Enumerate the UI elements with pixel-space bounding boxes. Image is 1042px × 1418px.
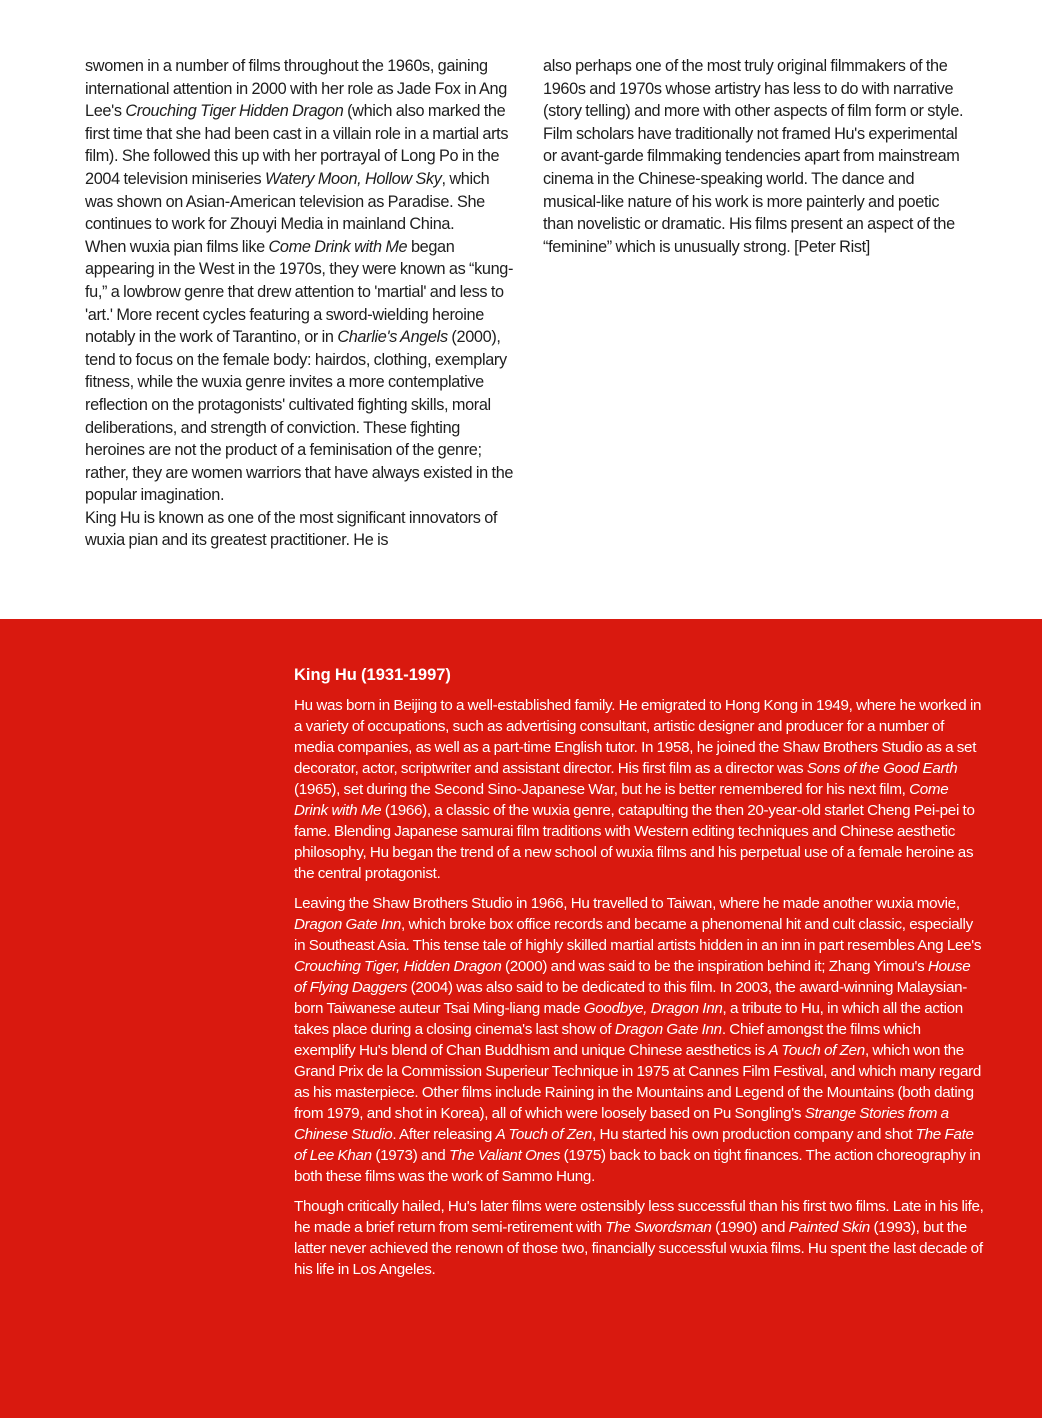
sidebar-paragraph-1: Hu was born in Beijing to a well-established family. He emigrated to Hong Kong in 1949, where he worked in a variety of occupations, such as advertising consultant, artistic designer and producer for a number of media companies, as well as a part-time English tutor. In 1958, he joined the Shaw Brothers Studio as a set decorator, actor, scriptwriter and assistant director. His first film as a director was Sons of the Good Earth (1965), set during the Second Sino-Japanese War, but he is better remembered for his next film, Come Drink with Me (1966), a classic of the wuxia genre, catapulting the then 20-year-old starlet Cheng Pei-pei to fame. Blending Japanese samurai film traditions with Western editing techniques and Chinese aesthetic philosophy, Hu began the trend of a new school of wuxia films and his perpetual use of a female heroine as the central protagonist. [294, 697, 982, 882]
film-title: A Touch of Zen [495, 1126, 593, 1143]
text-column-right [543, 55, 965, 258]
film-title: Come Drink with Me [294, 781, 949, 819]
text-column-left [85, 55, 515, 552]
column-left-paragraph-3: King Hu is known as one of the most significant innovators of wuxia pian and its greatest practitioner. He is [85, 508, 498, 550]
film-title: Painted Skin [788, 1219, 870, 1236]
sidebar-paragraph-3: Though critically hailed, Hu's later films were ostensibly less successful than his first two films. Late in his life, he made a brief return from semi-retirement with The Swordsman (1990) and Painted Skin (1993), but the latter never achieved the renown of those two, financially successful wuxia films. Hu spent the last decade of his life in Los Angeles. [294, 1198, 984, 1278]
column-right-paragraph-1: also perhaps one of the most truly original filmmakers of the 1960s and 1970s whose artistry has less to do with narrative (story telling) and more with other aspects of film form or style. Film scholars have traditionally not framed Hu's experimental or avant-garde filmmaking tendencies apart from mainstream cinema in the Chinese-speaking world. The dance and musical-like nature of his work is more painterly and poetic than novelistic or dramatic. His films present an aspect of the “feminine” which is unusually strong. [Peter Rist] [543, 57, 964, 256]
film-title: Dragon Gate Inn [294, 916, 401, 933]
sidebar-text [294, 664, 984, 1289]
film-title: Crouching Tiger, Hidden Dragon [294, 958, 502, 975]
film-title: Come Drink with Me [268, 237, 408, 256]
film-title: The Swordsman [605, 1219, 712, 1236]
film-title: A Touch of Zen [768, 1042, 865, 1059]
film-title: The Fate of Lee Khan [294, 1126, 974, 1164]
book-title: Strange Stories from a Chinese Studio [294, 1105, 949, 1143]
film-title: Watery Moon, Hollow Sky [265, 169, 442, 188]
film-title: Dragon Gate Inn [614, 1021, 722, 1038]
column-left-paragraph-2: When wuxia pian films like Come Drink with Me began appearing in the West in the 1970s, they were known as “kung-fu,” a lowbrow genre that drew attention to 'martial' and less to 'art.' More recent cycles featuring a sword-wielding heroine notably in the work of Tarantino, or in Charlie's Angels (2000), tend to focus on the female body: hairdos, clothing, exemplary fitness, while the wuxia genre invites a more contemplative reflection on the protagonists' cultivated fighting skills, moral deliberations, and strength of conviction. These fighting heroines are not the product of a feminisation of the genre; rather, they are women warriors that have always existed in the popular imagination. [85, 237, 514, 505]
king-hu-sidebar-panel [0, 619, 1042, 1418]
film-title: House of Flying Daggers [294, 958, 971, 996]
sidebar-paragraph-2: Leaving the Shaw Brothers Studio in 1966, Hu travelled to Taiwan, where he made another wuxia movie, Dragon Gate Inn, which broke box office records and became a phenomenal hit and cult classic, especially in Southeast Asia. This tense tale of highly skilled martial artists hidden in an inn in part resembles Ang Lee's Crouching Tiger, Hidden Dragon (2000) and was said to be the inspiration behind it; Zhang Yimou's House of Flying Daggers (2004) was also said to be dedicated to this film. In 2003, the award-winning Malaysian-born Taiwanese auteur Tsai Ming-liang made Goodbye, Dragon Inn, a tribute to Hu, in which all the action takes place during a closing cinema's last show of Dragon Gate Inn. Chief amongst the films which exemplify Hu's blend of Chan Buddhism and unique Chinese aesthetics is A Touch of Zen, which won the Grand Prix de la Commission Superieur Technique in 1975 at Cannes Film Festival, and which many regard as his masterpiece. Other films include Raining in the Mountains and Legend of the Mountains (both dating from 1979, and shot in Korea), all of which were loosely based on Pu Songling's Strange Stories from a Chinese Studio. After releasing A Touch of Zen, Hu started his own production company and shot The Fate of Lee Khan (1973) and The Valiant Ones (1975) back to back on tight finances. The action choreography in both these films was the work of Sammo Hung. [294, 895, 982, 1185]
film-title: Goodbye, Dragon Inn [583, 1000, 723, 1017]
sidebar-title: King Hu (1931-1997) [294, 666, 451, 684]
film-title: Charlie's Angels [337, 328, 448, 347]
column-left-paragraph-1: swomen in a number of films throughout the 1960s, gaining international attention in 2000 with her role as Jade Fox in Ang Lee's Crouching Tiger Hidden Dragon (which also marked the first time that she had been cast in a villain role in a martial arts film). She followed this up with her portrayal of Long Po in the 2004 television miniseries Watery Moon, Hollow Sky, which was shown on Asian-American television as Paradise. She continues to work for Zhouyi Media in mainland China. [85, 57, 509, 234]
film-title: Sons of the Good Earth [806, 760, 958, 777]
film-title: Crouching Tiger Hidden Dragon [125, 102, 344, 121]
film-title: The Valiant Ones [448, 1147, 561, 1164]
